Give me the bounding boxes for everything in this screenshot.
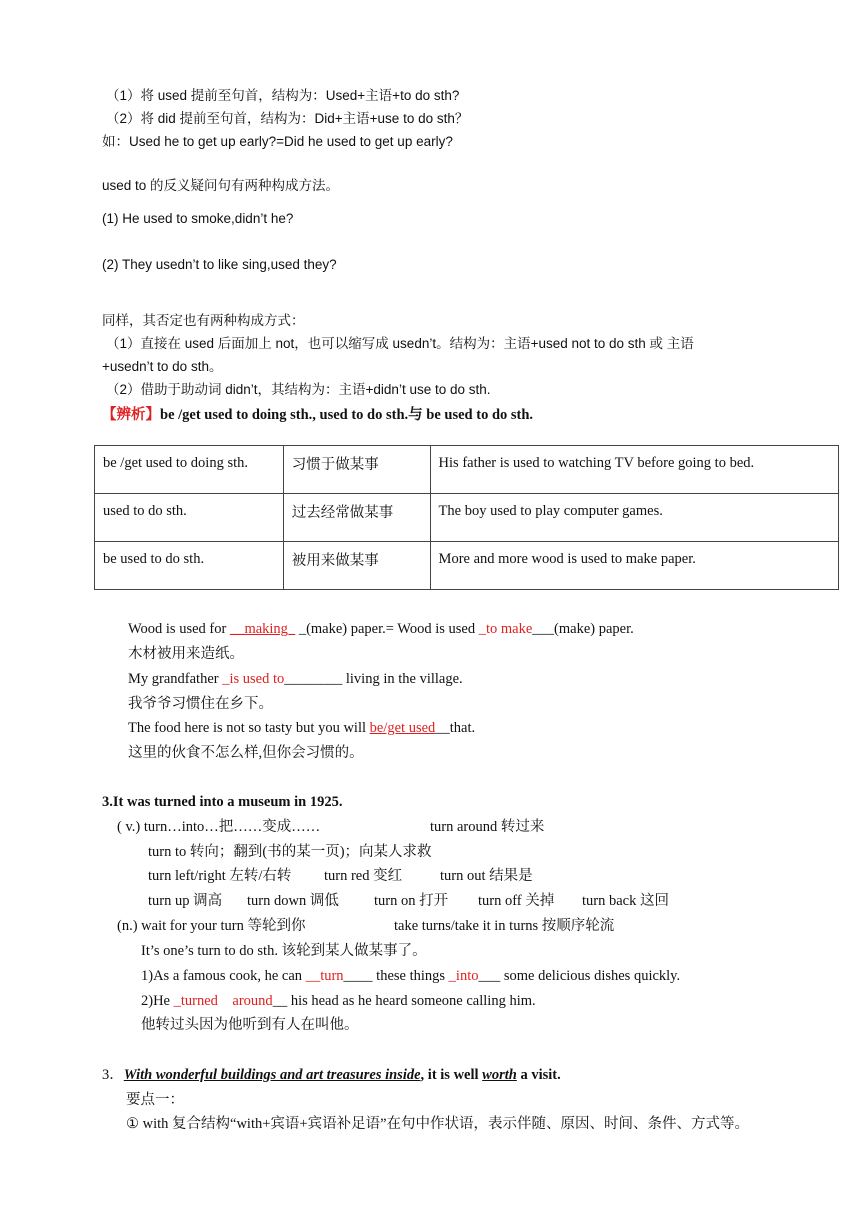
verb-turn-to: turn to 转向；翻到(书的某一页)；向某人求救 [148, 844, 432, 860]
exercise-text: 2)He [141, 993, 174, 1009]
answer: __turn [305, 968, 344, 984]
table-row [95, 446, 839, 494]
answer: _turned around [173, 993, 273, 1009]
meaning-cell: 被用来做某事 [283, 542, 430, 590]
exercise-text: My grandfather [128, 671, 223, 687]
turn-exercise-2-translation: 他转过头因为他听到有人在叫他。 [141, 1017, 359, 1033]
key-phrase: With wonderful buildings and art treasures inside [123, 1067, 421, 1083]
verb-turn-back: turn back 这回 [582, 893, 669, 909]
negation-rule-2: （2）借助于助动词 didn’t，其结构为：主语+didn’t use to do sth. [106, 382, 491, 397]
verb-turn-left-right: turn left/right 左转/右转 [148, 868, 292, 884]
phrase-cell: be /get used to doing sth. [95, 446, 284, 494]
analysis-heading [102, 406, 533, 424]
noun-take-turns: take turns/take it in turns 按顺序轮流 [394, 918, 615, 934]
table-row [95, 542, 839, 590]
verb-turn-up: turn up 调高 [148, 893, 223, 909]
verb-turn-into: ( v.) turn…into…把……变成…… [117, 819, 321, 835]
answer: _to make [478, 621, 533, 637]
tag-question-heading: used to 的反义疑问句有两种构成方法。 [102, 178, 340, 193]
section-3-heading: 3.It was turned into a museum in 1925. [102, 794, 343, 810]
verb-turn-on: turn on 打开 [374, 893, 449, 909]
example-cell: His father is used to watching TV before going to bed. [430, 446, 838, 494]
exercise-text: 1)As a famous cook, he can [141, 968, 306, 984]
answer: _into [448, 968, 479, 984]
comparison-table [94, 445, 839, 590]
phrase-cell: be used to do sth. [95, 542, 284, 590]
section-number: 3． [102, 1067, 124, 1083]
example-line: 如：Used he to get up early?=Did he used to get up early? [102, 134, 453, 149]
meaning-cell: 习惯于做某事 [283, 446, 430, 494]
exercise-text: ___ some delicious dishes quickly. [478, 968, 681, 984]
tag-question-1: (1) He used to smoke,didn’t he? [102, 211, 294, 226]
exercise-3-translation: 这里的伙食不怎么样,但你会习惯的。 [128, 745, 364, 761]
heading-text: , it is well [420, 1067, 483, 1083]
phrase-cell: used to do sth. [95, 494, 284, 542]
key-point-item-1: ① with 复合结构“with+宾语+宾语补足语”在句中作状语，表示伴随、原因、时间、条件、方式等。 [126, 1116, 750, 1132]
exercise-text: __ his head as he heard someone calling him. [272, 993, 536, 1009]
noun-ones-turn: It’s one’s turn to do sth. 该轮到某人做某事了。 [141, 943, 427, 959]
answer: __making_ [229, 621, 296, 637]
exercise-2 [128, 670, 463, 688]
verb-turn-around: turn around 转过来 [430, 819, 545, 835]
analysis-tag: 【辨析】 [102, 407, 160, 423]
analysis-title: be /get used to doing sth., used to do sth.与 be used to do sth. [160, 407, 534, 423]
exercise-text: ________ living in the village. [284, 671, 463, 687]
example-cell: More and more wood is used to make paper. [430, 542, 838, 590]
exercise-text: ____ these things [343, 968, 449, 984]
tag-question-2: (2) They usedn’t to like sing,used they? [102, 257, 337, 272]
heading-text: a visit. [516, 1067, 561, 1083]
exercise-text: ___(make) paper. [532, 621, 634, 637]
exercise-text: Wood is used for [128, 621, 230, 637]
exercise-3 [128, 719, 475, 737]
negation-rule-1: （1）直接在 used 后面加上 not，也可以缩写成 usedn’t。结构为：主语+used not to do sth 或 主语 [106, 336, 694, 351]
exercise-2-translation: 我爷爷习惯住在乡下。 [128, 696, 273, 712]
verb-turn-red: turn red 变红 [324, 868, 403, 884]
answer: be/get used [369, 720, 436, 736]
noun-wait-for-turn: (n.) wait for your turn 等轮到你 [117, 918, 306, 934]
verb-turn-off: turn off 关掉 [478, 893, 555, 909]
exercise-text: _(make) paper.= Wood is used [295, 621, 479, 637]
negation-heading: 同样，其否定也有两种构成方式： [102, 313, 305, 328]
exercise-1 [128, 620, 634, 638]
example-cell: The boy used to play computer games. [430, 494, 838, 542]
verb-turn-out: turn out 结果是 [440, 868, 533, 884]
answer: _is used to [222, 671, 285, 687]
rule-line-1: （1）将 used 提前至句首，结构为：Used+主语+to do sth? [106, 88, 460, 103]
negation-rule-1-cont: +usedn’t to do sth。 [102, 359, 223, 374]
meaning-cell: 过去经常做某事 [283, 494, 430, 542]
exercise-text: __that. [435, 720, 476, 736]
key-word: worth [482, 1067, 517, 1083]
verb-turn-down: turn down 调低 [247, 893, 339, 909]
section-3b-heading [102, 1066, 561, 1084]
turn-exercise-1 [141, 967, 680, 985]
turn-exercise-2 [141, 992, 536, 1010]
exercise-text: The food here is not so tasty but you will [128, 720, 370, 736]
exercise-1-translation: 木材被用来造纸。 [128, 646, 244, 662]
rule-line-2: （2）将 did 提前至句首，结构为：Did+主语+use to do sth？ [106, 111, 469, 126]
table-row [95, 494, 839, 542]
key-point-label: 要点一： [126, 1092, 184, 1108]
